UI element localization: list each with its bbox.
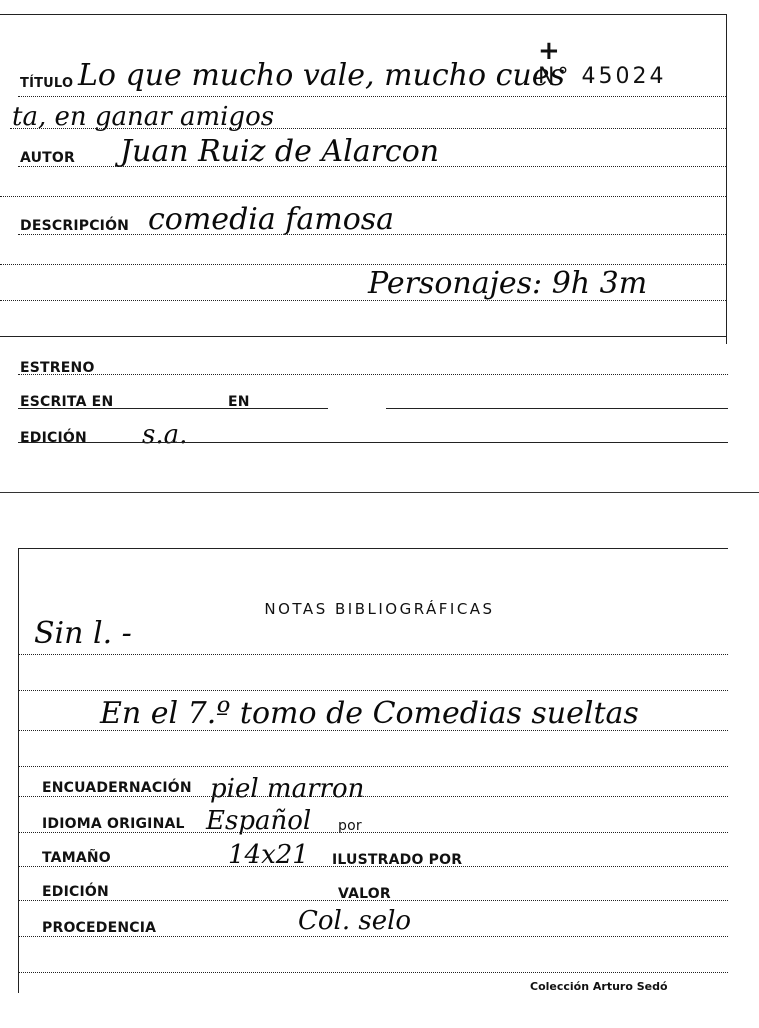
catalog-card-front bbox=[0, 0, 759, 470]
edicion-value: s.a. bbox=[142, 420, 188, 450]
line-titulo bbox=[18, 96, 726, 97]
page-separator bbox=[0, 492, 759, 493]
card-top-border bbox=[0, 14, 727, 15]
personajes-value: Personajes: 9h 3m bbox=[368, 266, 648, 301]
line-edicion-back bbox=[18, 900, 728, 901]
line-blank-2 bbox=[0, 264, 726, 265]
collection-credit: Colección Arturo Sedó bbox=[530, 980, 668, 993]
tamano-value: 14x21 bbox=[228, 840, 309, 870]
titulo-line2: ta, en ganar amigos bbox=[12, 102, 275, 132]
line-escrita-right bbox=[386, 408, 728, 409]
card-number: N° 45024 bbox=[538, 64, 667, 89]
notas-heading: NOTAS BIBLIOGRÁFICAS bbox=[264, 600, 495, 618]
line-edicion bbox=[18, 442, 728, 443]
line-tamano bbox=[18, 866, 728, 867]
line-encuadernacion bbox=[18, 796, 728, 797]
card-right-border bbox=[726, 14, 727, 344]
en-label: EN bbox=[228, 394, 250, 410]
idioma-value: Español bbox=[206, 806, 312, 836]
idioma-label: IDIOMA ORIGINAL bbox=[42, 816, 185, 832]
line-idioma bbox=[18, 832, 728, 833]
line-blank-1 bbox=[0, 196, 726, 197]
valor-label: VALOR bbox=[338, 886, 391, 902]
line-descripcion bbox=[18, 234, 726, 235]
line-personajes bbox=[0, 300, 726, 301]
titulo-label: TÍTULO bbox=[20, 76, 74, 91]
escrita-label: ESCRITA EN bbox=[20, 394, 114, 410]
line-note-1 bbox=[18, 654, 728, 655]
line-note-4 bbox=[18, 766, 728, 767]
encuadernacion-label: ENCUADERNACIÓN bbox=[42, 780, 192, 796]
line-titulo-2 bbox=[10, 128, 726, 129]
line-estreno bbox=[18, 374, 728, 375]
titulo-line1: Lo que mucho vale, mucho cues bbox=[78, 58, 565, 93]
encuadernacion-value: piel marron bbox=[210, 774, 365, 804]
catalog-card-back bbox=[0, 540, 759, 1010]
back-edicion-label: EDICIÓN bbox=[42, 884, 109, 900]
autor-value: Juan Ruiz de Alarcon bbox=[120, 134, 440, 169]
ilustrado-label: ILUSTRADO POR bbox=[332, 852, 463, 868]
cross-mark: + bbox=[538, 36, 560, 66]
line-note-3 bbox=[18, 730, 728, 731]
estreno-label: ESTRENO bbox=[20, 360, 95, 376]
line-bottom bbox=[18, 972, 728, 973]
note-line-1: Sin l. - bbox=[34, 616, 132, 651]
descripcion-value: comedia famosa bbox=[148, 202, 395, 237]
por-label: por bbox=[338, 818, 362, 834]
line-blank-3 bbox=[0, 336, 726, 337]
autor-label: AUTOR bbox=[20, 150, 76, 166]
card-back-top-border bbox=[18, 548, 728, 549]
line-autor bbox=[18, 166, 726, 167]
line-escrita bbox=[18, 408, 328, 409]
procedencia-value: Col. selo bbox=[298, 906, 412, 936]
line-procedencia bbox=[18, 936, 728, 937]
tamano-label: TAMAÑO bbox=[42, 850, 111, 866]
note-line-2: En el 7.º tomo de Comedias sueltas bbox=[100, 696, 639, 731]
procedencia-label: PROCEDENCIA bbox=[42, 920, 157, 936]
descripcion-label: DESCRIPCIÓN bbox=[20, 218, 130, 234]
line-note-2 bbox=[18, 690, 728, 691]
edicion-label: EDICIÓN bbox=[20, 430, 87, 446]
